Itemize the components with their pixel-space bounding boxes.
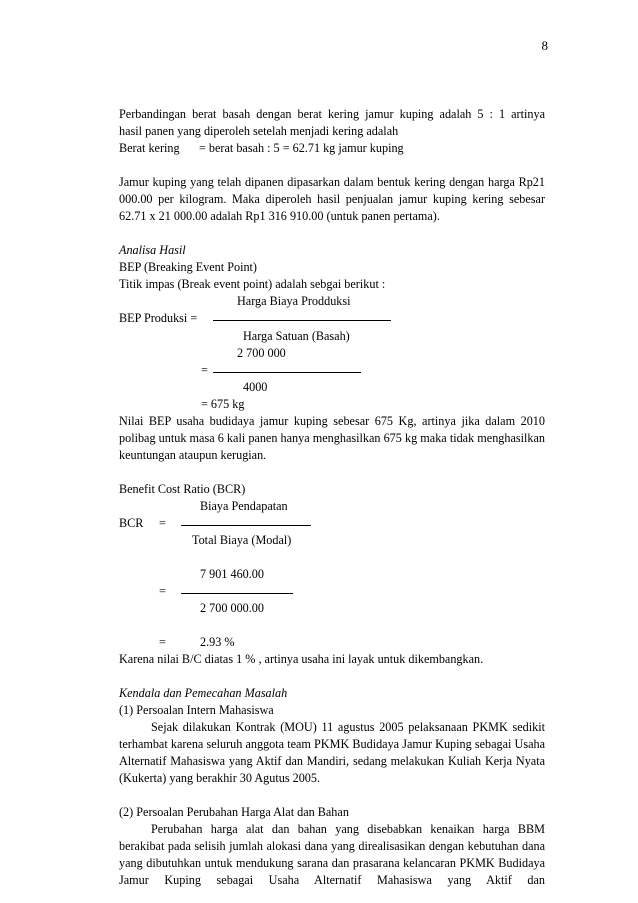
bep-result: = 675 kg <box>201 397 245 411</box>
bcr-fraction-line <box>181 525 311 526</box>
bcr-denominator: Total Biaya (Modal) <box>192 533 292 547</box>
bep-step2-denominator: 4000 <box>243 380 268 394</box>
kendala-item2-body: Perubahan harga alat dan bahan yang disebabkan kenaikan harga BBM berakibat pada selisih jumlah alokasi dana yang direalisasikan dengan kebutuhan dana yang dibutuhkan untuk mendukung sarana dan prasarana kelancaran PKMK Budidaya Jamur Kuping sebagai Usaha Alternatif Mahasiswa yang Aktif dan <box>119 822 545 887</box>
bcr-step2-denominator: 2 700 000.00 <box>200 601 264 615</box>
kendala-item1-title: (1) Persoalan Intern Mahasiswa <box>119 703 274 717</box>
bcr-result-row <box>119 634 545 651</box>
bep-conclusion: Nilai BEP usaha budidaya jamur kuping sebesar 675 Kg, artinya jika dalam 2010 polibag untuk masa 6 kali panen hanya menghasilkan 675 kg maka tidak menghasilkan keuntungan ataupun kerugian. <box>119 414 545 462</box>
bep-result-row <box>119 396 545 413</box>
bep-step2-fraction-line <box>213 372 361 373</box>
bep-step2-eq: = <box>201 363 208 377</box>
berat-kering-row <box>119 140 545 157</box>
bep-step2-numerator: 2 700 000 <box>237 346 286 360</box>
bcr-numerator: Biaya Pendapatan <box>200 499 288 513</box>
bep-step2 <box>119 345 545 396</box>
bcr-step2-numerator: 7 901 460.00 <box>200 567 264 581</box>
bep-denominator: Harga Satuan (Basah) <box>243 329 350 343</box>
bcr-result-eq: = <box>159 635 166 649</box>
kendala-heading: Kendala dan Pemecahan Masalah <box>119 686 288 700</box>
bcr-eq: = <box>159 516 166 530</box>
bcr-formula <box>119 498 545 549</box>
bep-formula <box>119 293 545 345</box>
bcr-step2-eq: = <box>159 584 166 598</box>
bep-label: BEP Produksi = <box>119 311 198 325</box>
bcr-result-value: 2.93 % <box>200 635 235 649</box>
para2: Jamur kuping yang telah dipanen dipasarkan dalam bentuk kering dengan harga Rp21 000.00 per kilogram. Maka diperoleh hasil penjualan jamur kuping kering sebesar 62.71 x 21 000.00 adalah Rp1 316 910.00 (untuk panen pertama). <box>119 175 545 223</box>
document-body <box>119 106 545 889</box>
bcr-label: BCR <box>119 516 144 530</box>
bep-numerator: Harga Biaya Prodduksi <box>237 294 351 308</box>
para1-line1: Perbandingan berat basah dengan berat kering jamur kuping adalah 5 : 1 artinya <box>119 107 545 121</box>
page-number: 8 <box>541 38 548 53</box>
para1-line2: hasil panen yang diperoleh setelah menjadi kering adalah <box>119 124 399 138</box>
bcr-step2-fraction-line <box>181 593 293 594</box>
bcr-step2 <box>119 566 545 617</box>
berat-kering-label: Berat kering <box>119 141 180 155</box>
analisa-heading: Analisa Hasil <box>119 243 186 257</box>
berat-kering-value: = berat basah : 5 = 62.71 kg jamur kuping <box>199 141 404 155</box>
bep-fraction-line <box>213 320 391 321</box>
bep-title: BEP (Breaking Event Point) <box>119 260 257 274</box>
bep-intro: Titik impas (Break event point) adalah sebgai berikut : <box>119 277 386 291</box>
bcr-title: Benefit Cost Ratio (BCR) <box>119 482 246 496</box>
kendala-item1-body: Sejak dilakukan Kontrak (MOU) 11 agustus 2005 pelaksanaan PKMK sedikit terhambat karena seluruh anggota team PKMK Budidaya Jamur Kuping sebagai Usaha Alternatif Mahasiswa yang Aktif dan Mandiri, sedang melakukan Kuliah Kerja Nyata (Kukerta) yang berakhir 30 Agutus 2005. <box>119 720 545 785</box>
kendala-item2-title: (2) Persoalan Perubahan Harga Alat dan Bahan <box>119 805 349 819</box>
bcr-conclusion: Karena nilai B/C diatas 1 % , artinya usaha ini layak untuk dikembangkan. <box>119 652 484 666</box>
